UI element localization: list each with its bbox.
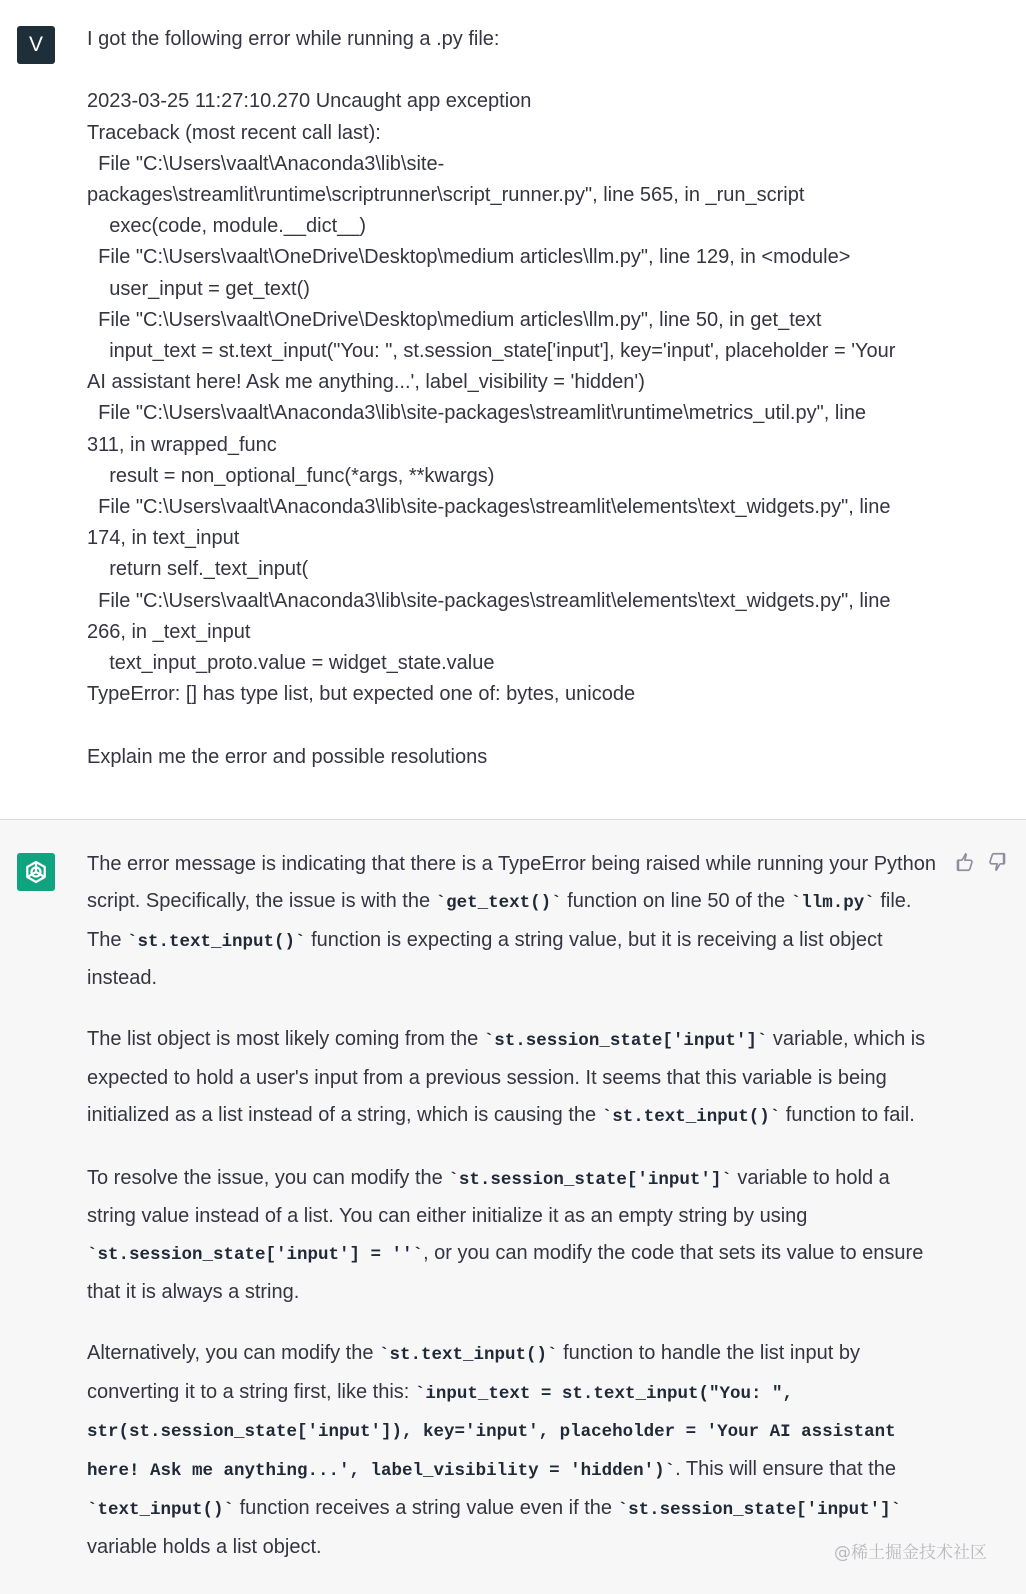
blank-line	[87, 55, 937, 86]
message-line: 266, in _text_input	[87, 620, 251, 643]
text-span: variable to hold a string value instead of a list. You can either initialize it as an empty string by using	[87, 1166, 890, 1228]
message-line: result = non_optional_func(*args, **kwargs)	[87, 464, 495, 487]
inline-code: `st.text_input()`	[127, 931, 306, 952]
text-span: To resolve the issue, you can modify the	[87, 1166, 449, 1189]
text-span: . This will ensure that the	[675, 1458, 896, 1481]
user-avatar	[17, 26, 55, 64]
text-span: variable holds a list object.	[87, 1535, 322, 1558]
message-line: Explain me the error and possible resolutions	[87, 745, 488, 768]
watermark: @稀土掘金技术社区	[834, 1543, 987, 1563]
message-line: TypeError: [] has type list, but expected one of: bytes, unicode	[87, 683, 636, 706]
message-line: return self._text_input(	[87, 558, 309, 581]
text-span: function on line 50 of the	[561, 889, 791, 912]
thumbs-up-button[interactable]	[950, 849, 976, 875]
message-line: 311, in wrapped_func	[87, 433, 277, 456]
inline-code: `st.text_input()`	[601, 1106, 781, 1127]
user-avatar-letter: V	[28, 33, 43, 56]
assistant-avatar	[17, 853, 55, 891]
inline-code: `st.session_state['input']`	[617, 1499, 902, 1520]
blank-line	[87, 710, 937, 741]
text-span: function to handle the list input by converting it to a string first, like this:	[87, 1341, 860, 1403]
text-span: function to fail.	[780, 1103, 915, 1126]
thumbs-down-button[interactable]	[986, 849, 1012, 875]
message-line: user_input = get_text()	[87, 277, 310, 300]
inline-code: `get_text()`	[435, 892, 562, 913]
text-span: , or you can modify the code that sets its value to ensure that it is always a string.	[87, 1242, 924, 1303]
text-span: function is expecting a string value, but it is receiving a list object instead.	[87, 928, 883, 990]
message-line: I got the following error while running a .py file:	[87, 28, 500, 50]
message-line: File "C:\Users\vaalt\OneDrive\Desktop\medium articles\llm.py", line 129, in <module>	[87, 246, 851, 269]
message-line: File "C:\Users\vaalt\Anaconda3\lib\site-packages\streamlit\runtime\metrics_util.py", line	[87, 402, 866, 425]
inline-code: `llm.py`	[790, 892, 875, 913]
text-span: The list object is most likely coming from the	[87, 1028, 484, 1051]
inline-code: `st.text_input()`	[379, 1344, 558, 1365]
inline-code: `st.session_state['input']`	[448, 1169, 732, 1190]
text-span: function receives a string value even if the	[234, 1496, 618, 1519]
inline-code: `text_input()`	[87, 1499, 235, 1520]
message-line: File "C:\Users\vaalt\OneDrive\Desktop\medium articles\llm.py", line 50, in get_text	[87, 308, 822, 331]
assistant-message	[0, 820, 1026, 1594]
message-line: input_text = st.text_input("You: ", st.session_state['input'], key='input', placeholder = 'Your	[87, 340, 896, 363]
inline-code: `st.session_state['input'] = ''`	[87, 1245, 424, 1266]
openai-logo-icon	[22, 858, 50, 886]
response-paragraph	[87, 1335, 937, 1566]
text-span: The error message is indicating that there is a TypeError being raised while running your Python script. Specifically, the issue is with the	[87, 853, 936, 912]
text-span: variable, which is expected to hold a user's input from a previous session. It seems that this variable is being initialized as a list instead of a string, which is causing the	[87, 1028, 926, 1126]
message-line: packages\streamlit\runtime\scriptrunner\script_runner.py", line 565, in _run_script	[87, 184, 805, 206]
response-paragraph	[87, 1021, 937, 1135]
message-line: 2023-03-25 11:27:10.270 Uncaught app exception	[87, 90, 532, 113]
thumbs-up-icon	[952, 851, 974, 873]
response-paragraph	[87, 846, 937, 997]
inline-code: `input_text = st.text_input("You: ", str(st.session_state['input']), key='input', placeholder = 'Your AI assistant here! Ask me anything...', label_visibility = 'hidden')`	[87, 1383, 896, 1482]
text-span: Alternatively, you can modify the	[87, 1341, 379, 1364]
response-paragraph	[87, 1160, 937, 1311]
message-line: text_input_proto.value = widget_state.value	[87, 652, 495, 675]
text-span: file. The	[87, 889, 912, 951]
message-line: File "C:\Users\vaalt\Anaconda3\lib\site-packages\streamlit\elements\text_widgets.py", line	[87, 496, 891, 519]
thumbs-down-icon	[988, 851, 1010, 873]
message-line: File "C:\Users\vaalt\Anaconda3\lib\site-packages\streamlit\elements\text_widgets.py", line	[87, 589, 891, 612]
message-line: exec(code, module.__dict__)	[87, 215, 367, 238]
message-line: 174, in text_input	[87, 527, 240, 550]
message-line: AI assistant here! Ask me anything...', label_visibility = 'hidden')	[87, 371, 645, 394]
user-message-text	[87, 24, 937, 773]
inline-code: `st.session_state['input']`	[483, 1031, 768, 1052]
message-line: Traceback (most recent call last):	[87, 121, 381, 144]
assistant-message-text	[87, 846, 937, 1590]
message-line: File "C:\Users\vaalt\Anaconda3\lib\site-	[87, 152, 445, 175]
